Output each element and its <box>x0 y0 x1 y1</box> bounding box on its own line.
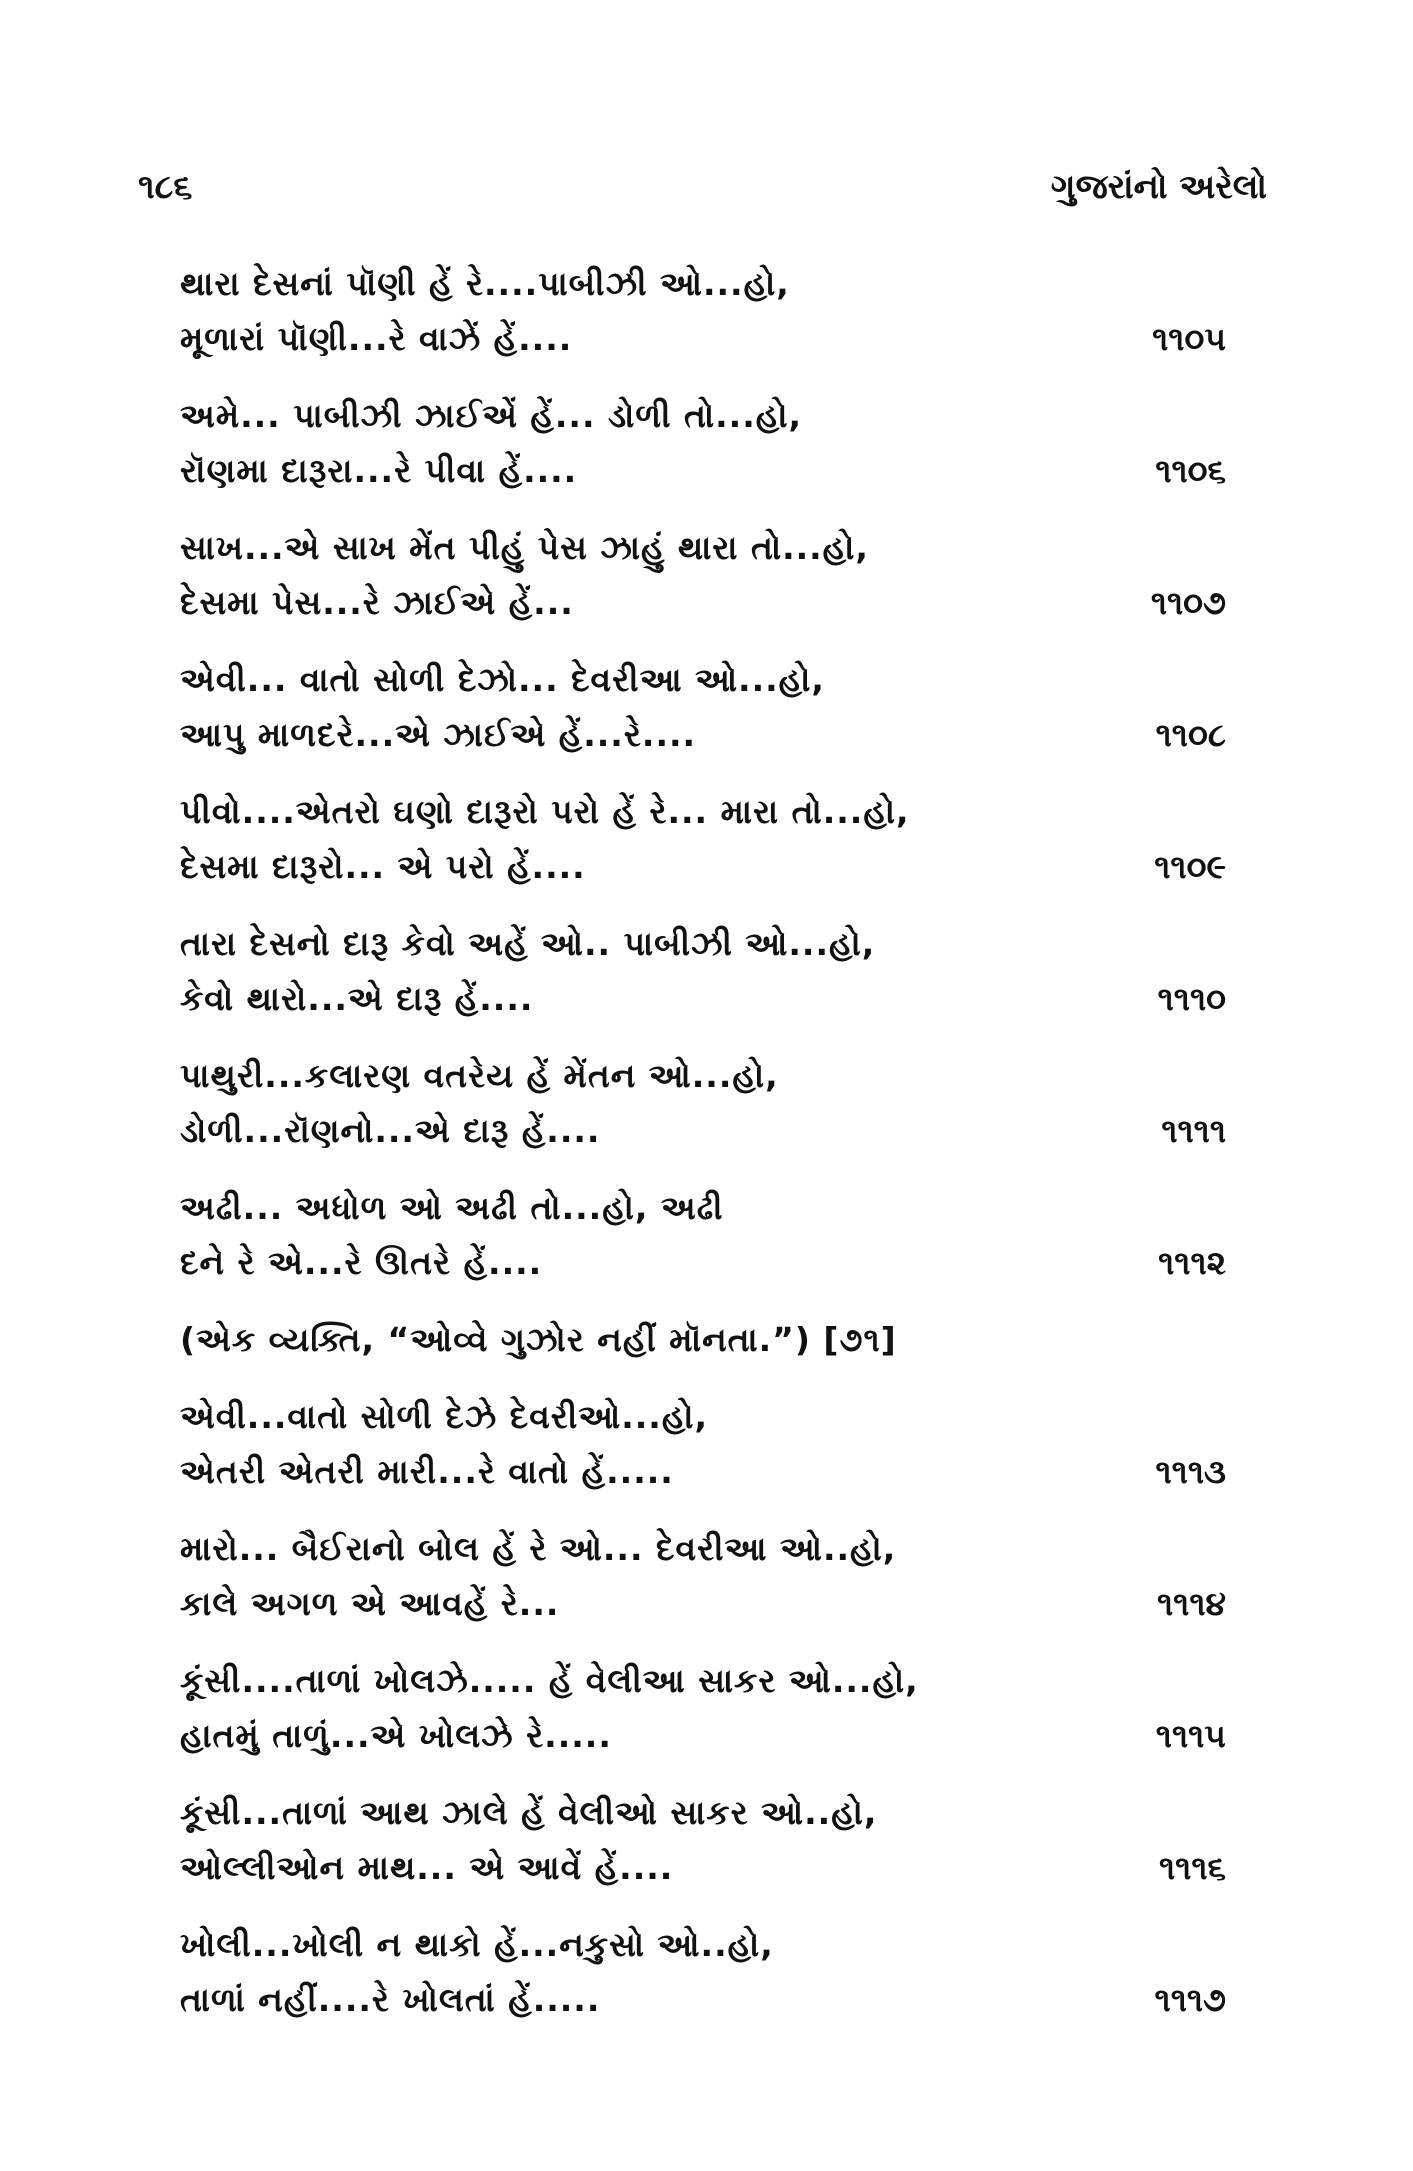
verse-line: એવી...વાતો સોળી દેઝે દેવરીઓ...હો, <box>180 1397 709 1436</box>
editorial-note: (એક વ્યક્તિ, “ઓવ્વે ગુઝોર નહીં મૉનતા.”) [૭૧] <box>180 1320 897 1359</box>
verse-line: દેસમા પેસ...રે ઝાઈએ હેં... <box>180 583 574 622</box>
verse-number: ૧૧૦૯ <box>1154 847 1226 886</box>
verse-line: હાતમું તાળું...એ ખોલઝે રે..... <box>180 1716 612 1755</box>
verse-number: ૧૧૧૩ <box>1155 1452 1226 1491</box>
verse-line: તારા દેસનો દારૂ કેવો અહેં ઓ.. પાબીઝી ઓ...હો, <box>180 924 876 963</box>
verse-line: એવી... વાતો સોળી દેઝો... દેવરીઆ ઓ...હો, <box>180 660 825 699</box>
verse-line: દને રે એ...રે ઊતરે હેં.... <box>180 1243 543 1282</box>
verse-line: પીવો....એતરો ઘણો દારૂરો પરો હેં રે... મારા તો...હો, <box>180 792 910 831</box>
verse-number: ૧૧૦૬ <box>1155 451 1226 490</box>
page-header <box>138 160 1267 215</box>
verse-line: સાખ...એ સાખ મેંત પીહું પેસ ઝાહું થારા તો...હો, <box>180 528 869 567</box>
verse-line: અઢી... અધોળ ઓ અઢી તો...હો, અઢી <box>180 1188 724 1227</box>
verse <box>180 388 1226 498</box>
verse <box>180 1521 1226 1631</box>
verse-line: એતરી એતરી મારી...રે વાતો હેં..... <box>180 1452 674 1491</box>
verse <box>180 1180 1226 1290</box>
verse-line: કૂંસી...તાળાં આથ ઝાલે હેં વેલીઓ સાકર ઓ..હો, <box>180 1793 878 1832</box>
verse <box>180 1653 1226 1763</box>
verse-number: ૧૧૧૪ <box>1157 1584 1226 1623</box>
verse-line: ખોલી...ખોલી ન થાકો હેં...નકુસો ઓ..હો, <box>180 1925 774 1964</box>
verse <box>180 1048 1226 1158</box>
verse-line: મારો... બૈઈરાનો બોલ હેં રે ઓ... દેવરીઆ ઓ..હો, <box>180 1529 897 1568</box>
verse-line: ડોળી...રૉણનો...એ દારૂ હેં.... <box>180 1111 601 1150</box>
verse-column <box>180 256 1226 2049</box>
verse-line: કેવો થારો...એ દારૂ હેં.... <box>180 979 534 1018</box>
verse <box>180 520 1226 630</box>
verse-line: કૂંસી....તાળાં ખોલઝે..... હેં વેલીઆ સાકર ઓ...હો, <box>180 1661 919 1700</box>
verse <box>180 1389 1226 1499</box>
verse-number: ૧૧૧૭ <box>1154 1980 1226 2019</box>
verse-line: તાળાં નહીં....રે ખોલતાં હેં..... <box>180 1980 601 2019</box>
verse-number: ૧૧૧૫ <box>1155 1716 1226 1755</box>
verse <box>180 784 1226 894</box>
running-title: ગુજરાંનો અરેલો <box>1050 167 1267 207</box>
verse-number: ૧૧૦૭ <box>1150 583 1226 622</box>
verse <box>180 1785 1226 1895</box>
verse-line: અમે... પાબીઝી ઝાઈએં હેં... ડોળી તો...હો, <box>180 396 802 435</box>
verse-line: થારા દેસનાં પૉણી હેં રે....પાબીઝી ઓ...હો, <box>180 264 790 303</box>
verse <box>180 1917 1226 2027</box>
verse-number: ૧૧૦૮ <box>1155 715 1226 754</box>
verse-line: ઓલ્લીઓન માથ... એ આવેં હેં.... <box>180 1848 674 1887</box>
verse-number: ૧૧૧૦ <box>1157 979 1226 1018</box>
verse <box>180 916 1226 1026</box>
verse <box>180 256 1226 366</box>
verse-line: આપુ માળદરે...એ ઝાઈએ હેં...રે.... <box>180 715 697 754</box>
verse-number: ૧૧૧૬ <box>1159 1848 1226 1887</box>
verse-line: મૂળારાં પૉણી...રે વાઝેં હેં.... <box>180 319 573 358</box>
verse-number: ૧૧૧૨ <box>1158 1243 1226 1282</box>
verse-line: કાલે અગળ એ આવહેં રે... <box>180 1584 560 1623</box>
verse-line: રૉણમા દારૂરા...રે પીવા હેં.... <box>180 451 578 490</box>
verse-number: ૧૧૦૫ <box>1152 319 1226 358</box>
verse <box>180 652 1226 762</box>
verse-line: પાથુરી...કલારણ વતરેય હેં મેંતન ઓ...હો, <box>180 1056 779 1095</box>
page-number: ૧૮૬ <box>138 167 193 207</box>
verse-number: ૧૧૧૧ <box>1161 1111 1226 1150</box>
verse-line: દેસમા દારૂરો... એ પરો હેં.... <box>180 847 586 886</box>
